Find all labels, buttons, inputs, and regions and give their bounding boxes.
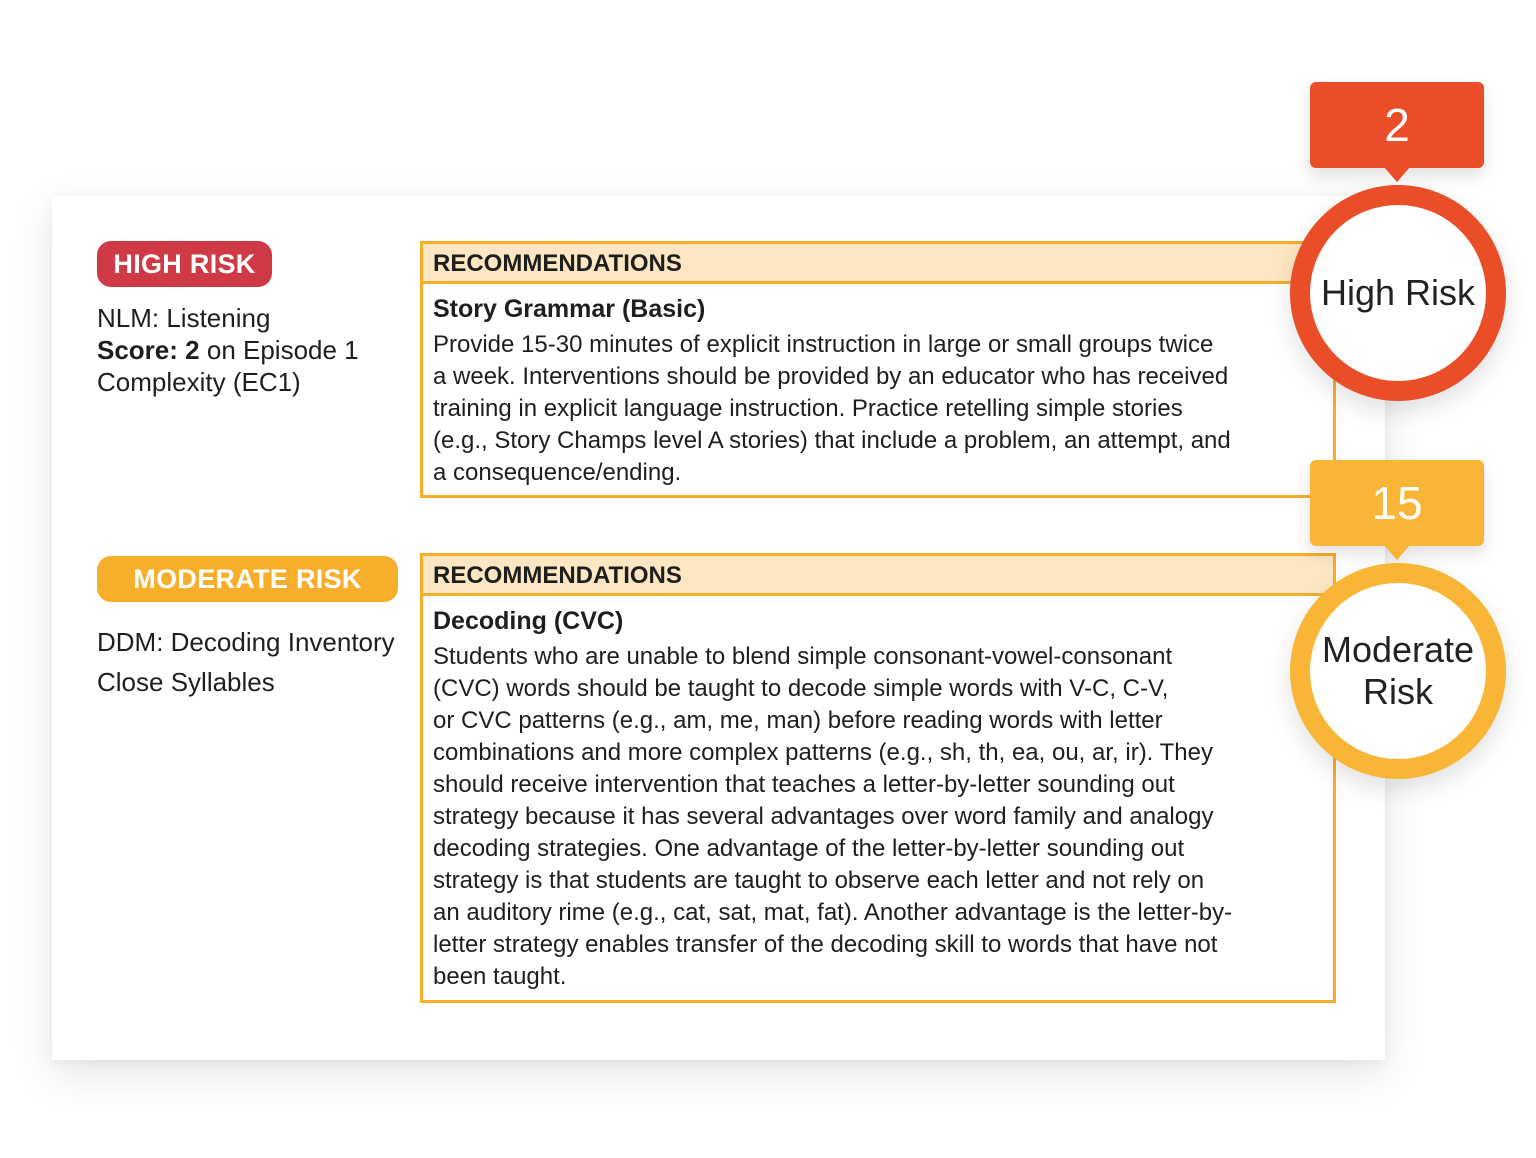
text-line: a consequence/ending. (433, 459, 682, 486)
ring-label (1322, 629, 1474, 713)
high-risk-complexity: Complexity (EC1) (97, 367, 301, 397)
recommendation-title: Story Grammar (Basic) (433, 295, 706, 323)
recommendation-text (433, 641, 1323, 993)
high-risk-measure: NLM: Listening (97, 303, 271, 333)
moderate-risk-details (97, 622, 395, 702)
high-risk-score (97, 334, 359, 366)
recommendations-header: RECOMMENDATIONS (423, 556, 1333, 596)
recommendation-title: Decoding (CVC) (433, 607, 624, 635)
high-risk-badge: HIGH RISK (97, 241, 272, 287)
text-line: decoding strategies. One advantage of the letter-by-letter sounding out (433, 835, 1185, 862)
score-value: 2 (185, 335, 200, 365)
text-line: or CVC patterns (e.g., am, me, man) before reading words with letter (433, 707, 1163, 734)
high-risk-recommendations (420, 241, 1336, 498)
text-line: (CVC) words should be taught to decode simple words with V-C, C-V, (433, 675, 1169, 702)
text-line: strategy because it has several advantages over word family and analogy (433, 803, 1214, 830)
score-label: Score: (97, 335, 178, 365)
text-line: training in explicit language instruction. Practice retelling simple stories (433, 395, 1183, 422)
text-line: a week. Interventions should be provided by an educator who has received (433, 363, 1229, 390)
moderate-risk-measure-sub: Close Syllables (97, 667, 275, 697)
moderate-risk-badge: MODERATE RISK (97, 556, 398, 602)
text-line: an auditory rime (e.g., cat, sat, mat, fat). Another advantage is the letter-by- (433, 899, 1233, 926)
text-line: combinations and more complex patterns (e.g., sh, th, ea, ou, ar, ir). They (433, 739, 1213, 766)
tag-pointer (1384, 167, 1410, 182)
recommendation-text (433, 329, 1323, 489)
moderate-risk-recommendations (420, 553, 1336, 1003)
high-risk-count-tag: 2 (1310, 82, 1484, 168)
text-line: been taught. (433, 963, 567, 990)
text-line: letter strategy enables transfer of the decoding skill to words that have not (433, 931, 1218, 958)
score-suffix: on Episode 1 (206, 335, 359, 365)
high-risk-ring (1290, 185, 1506, 401)
text-line: Students who are unable to blend simple consonant-vowel-consonant (433, 643, 1173, 670)
recommendations-header: RECOMMENDATIONS (423, 244, 1333, 284)
tag-pointer (1384, 545, 1410, 560)
ring-label-line: Moderate (1321, 629, 1475, 670)
text-line: should receive intervention that teaches a letter-by-letter sounding out (433, 771, 1175, 798)
moderate-risk-ring (1290, 563, 1506, 779)
text-line: Provide 15-30 minutes of explicit instruction in large or small groups twice (433, 331, 1214, 358)
ring-label-line: Risk (1363, 671, 1433, 712)
high-risk-details (97, 302, 359, 398)
text-line: strategy is that students are taught to observe each letter and not rely on (433, 867, 1205, 894)
moderate-risk-count-tag: 15 (1310, 460, 1484, 546)
moderate-risk-measure: DDM: Decoding Inventory (97, 627, 395, 657)
ring-label: High Risk (1320, 272, 1476, 313)
text-line: (e.g., Story Champs level A stories) that include a problem, an attempt, and (433, 427, 1231, 454)
